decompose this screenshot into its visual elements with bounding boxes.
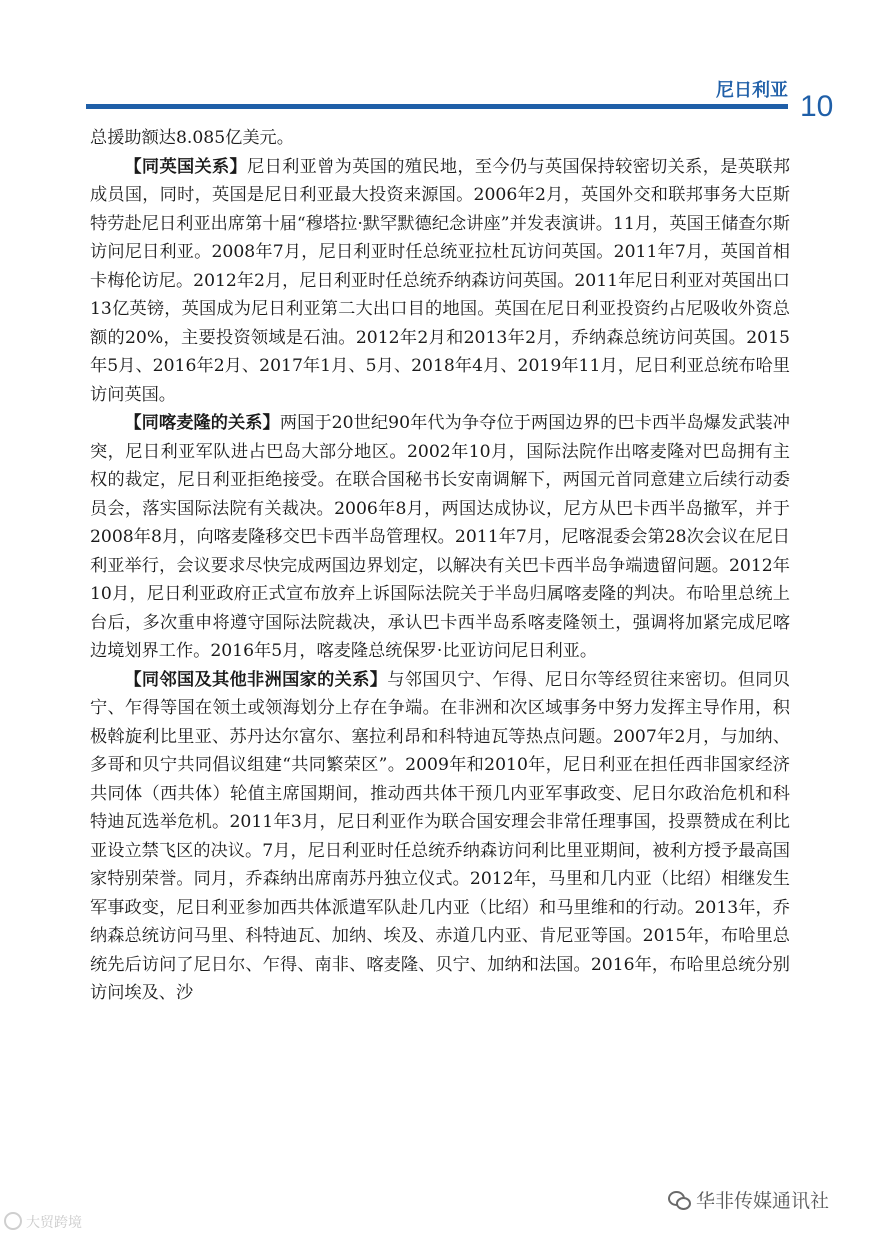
paragraph-text: 尼日利亚曾为英国的殖民地，至今仍与英国保持较密切关系，是英联邦成员国，同时，英国是尼日利亚最大投资来源国。2006年2月，英国外交和联邦事务大臣斯特劳赴尼日利亚出席第十届“穆塔拉·默罕默德纪念讲座”并发表演讲。11月，英国王储查尔斯访问尼日利亚。2008年7月，尼日利亚时任总统亚拉杜瓦访问英国。2011年7月，英国首相卡梅伦访尼。2012年2月，尼日利亚时任总统乔纳森访问英国。2011年尼日利亚对英国出口13亿英镑，英国成为尼日利亚第二大出口目的地国。英国在尼日利亚投资约占尼吸收外资总额的20%，主要投资领域是石油。2012年2月和2013年2月，乔纳森总统访问英国。2015年5月、2016年2月、2017年1月、5月、2018年4月、2019年11月，尼日利亚总统布哈里访问英国。 [90,156,790,405]
body-text [90,124,790,1008]
paragraph-text: 与邻国贝宁、乍得、尼日尔等经贸往来密切。但同贝宁、乍得等国在领土或领海划分上存在争端。在非洲和次区域事务中努力发挥主导作用，积极斡旋利比里亚、苏丹达尔富尔、塞拉利昂和科特迪瓦等热点问题。2007年2月，与加纳、多哥和贝宁共同倡议组建“共同繁荣区”。2009年和2010年，尼日利亚在担任西非国家经济共同体（西共体）轮值主席国期间，推动西共体干预几内亚军事政变、尼日尔政治危机和科特迪瓦选举危机。2011年3月，尼日利亚作为联合国安理会非常任理事国，投票赞成在利比亚设立禁飞区的决议。7月，尼日利亚时任总统乔纳森访问利比里亚期间，被利方授予最高国家特别荣誉。同月，乔森纳出席南苏丹独立仪式。2012年，马里和几内亚（比绍）相继发生军事政变，尼日利亚参加西共体派遣军队赴几内亚（比绍）和马里维和的行动。2013年，乔纳森总统访问马里、科特迪瓦、加纳、埃及、赤道几内亚、肯尼亚等国。2015年，布哈里总统先后访问了尼日尔、乍得、南非、喀麦隆、贝宁、加纳和法国。2016年，布哈里总统分别访问埃及、沙 [90,669,790,1003]
paragraph-cameroon-relations [90,409,790,666]
paragraph-heading: 【同英国关系】 [124,156,248,177]
left-watermark [4,1212,82,1232]
paragraph-heading: 【同喀麦隆的关系】 [124,413,280,433]
paragraph-text: 总援助额达8.085亿美元。 [90,128,294,148]
header-rule [86,104,788,109]
page-number: 10 [800,90,834,123]
right-watermark [668,1186,829,1213]
paragraph-text: 两国于20世纪90年代为争夺位于两国边界的巴卡西半岛爆发武装冲突，尼日利亚军队进占巴岛大部分地区。2002年10月，国际法院作出喀麦隆对巴岛拥有主权的裁定，尼日利亚拒绝接受。在联合国秘书长安南调解下，两国元首同意建立后续行动委员会，落实国际法院有关裁决。2006年8月，两国达成协议，尼方从巴卡西半岛撤军，并于2008年8月，向喀麦隆移交巴卡西半岛管理权。2011年7月，尼喀混委会第28次会议在尼日利亚举行，会议要求尽快完成两国边界划定，以解决有关巴卡西半岛争端遗留问题。2012年10月，尼日利亚政府正式宣布放弃上诉国际法院关于半岛归属喀麦隆的判决。布哈里总统上台后，多次重申将遵守国际法院裁决，承认巴卡西半岛系喀麦隆领土，强调将加紧完成尼喀边境划界工作。2016年5月，喀麦隆总统保罗·比亚访问尼日利亚。 [90,413,790,661]
paragraph-heading: 【同邻国及其他非洲国家的关系】 [124,669,388,690]
wechat-icon [668,1191,690,1209]
paragraph-africa-relations [90,666,790,1008]
section-title: 尼日利亚 [716,80,788,101]
paragraph-aid-total [90,124,790,153]
paragraph-uk-relations [90,153,790,410]
left-watermark-text: 大贸跨境 [26,1215,82,1231]
right-watermark-text: 华非传媒通讯社 [696,1190,830,1212]
swirl-logo-icon [4,1212,22,1230]
